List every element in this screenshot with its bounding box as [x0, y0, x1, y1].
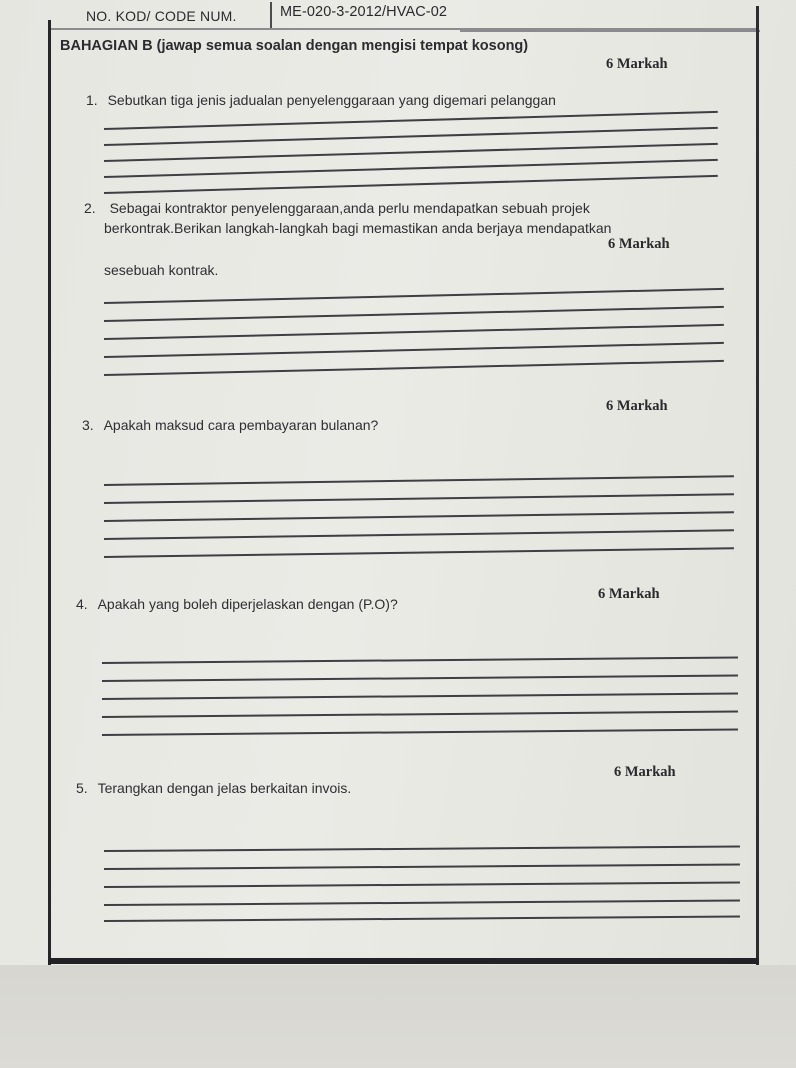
answer-line[interactable]	[104, 493, 734, 503]
question-2-line-2: berkontrak.Berikan langkah-langkah bagi memastikan anda berjaya mendapatkan	[104, 220, 612, 236]
answer-line[interactable]	[104, 900, 740, 906]
question-3-marks: 6 Markah	[606, 398, 668, 414]
answer-line[interactable]	[104, 342, 724, 358]
question-3-line-1: Apakah maksud cara pembayaran bulanan?	[103, 417, 379, 433]
question-2-marks: 6 Markah	[608, 236, 670, 252]
answer-line[interactable]	[104, 306, 724, 322]
question-2-line-3: sesebuah kontrak.	[104, 262, 219, 278]
question-5-text	[76, 778, 351, 798]
question-4-text	[76, 594, 398, 614]
answer-line[interactable]	[104, 475, 734, 485]
question-4-marks: 6 Markah	[598, 586, 660, 602]
question-2-number: 2.	[84, 200, 96, 216]
question-5-line-1: Terangkan dengan jelas berkaitan invois.	[97, 780, 352, 796]
answer-line[interactable]	[104, 916, 740, 922]
code-label: NO. KOD/ CODE NUM.	[86, 8, 237, 24]
frame-left-border	[48, 20, 51, 965]
question-5-marks: 6 Markah	[614, 764, 676, 780]
answer-line[interactable]	[104, 360, 724, 376]
answer-line[interactable]	[104, 288, 724, 304]
answer-line[interactable]	[104, 882, 740, 888]
question-1-text	[86, 90, 556, 110]
question-2-text	[84, 198, 590, 218]
question-1-number: 1.	[86, 92, 98, 108]
answer-line[interactable]	[104, 529, 734, 539]
frame-bottom-border	[48, 958, 759, 964]
section-title: BAHAGIAN B (jawap semua soalan dengan mengisi tempat kosong)	[60, 38, 529, 54]
answer-line[interactable]	[102, 710, 738, 717]
question-1-line-1: Sebutkan tiga jenis jadualan penyelenggaraan yang digemari pelanggan	[107, 92, 556, 108]
answer-line[interactable]	[102, 692, 738, 699]
code-value: ME-020-3-2012/HVAC-02	[280, 4, 448, 20]
frame-right-border	[756, 6, 759, 965]
answer-line[interactable]	[104, 864, 740, 870]
question-1-marks: 6 Markah	[606, 56, 668, 72]
answer-line[interactable]	[104, 143, 718, 162]
answer-line[interactable]	[102, 674, 738, 681]
answer-line[interactable]	[104, 511, 734, 521]
question-4-line-1: Apakah yang boleh diperjelaskan dengan (P.O)?	[97, 596, 398, 612]
answer-line[interactable]	[104, 846, 740, 852]
frame-top-line	[48, 28, 759, 30]
answer-line[interactable]	[102, 728, 738, 735]
question-2-line-1: Sebagai kontraktor penyelenggaraan,anda perlu mendapatkan sebuah projek	[109, 200, 590, 216]
answer-line[interactable]	[104, 324, 724, 340]
answer-line[interactable]	[104, 111, 718, 130]
answer-line[interactable]	[104, 175, 718, 194]
question-4-number: 4.	[76, 596, 88, 612]
question-5-number: 5.	[76, 780, 88, 796]
header-row	[0, 0, 796, 30]
answer-line[interactable]	[104, 127, 718, 146]
question-3-text	[82, 415, 378, 435]
paper-margin-below-frame	[0, 965, 796, 1068]
question-3-number: 3.	[82, 417, 94, 433]
answer-line[interactable]	[104, 159, 718, 178]
answer-line[interactable]	[102, 656, 738, 663]
answer-line[interactable]	[104, 547, 734, 557]
